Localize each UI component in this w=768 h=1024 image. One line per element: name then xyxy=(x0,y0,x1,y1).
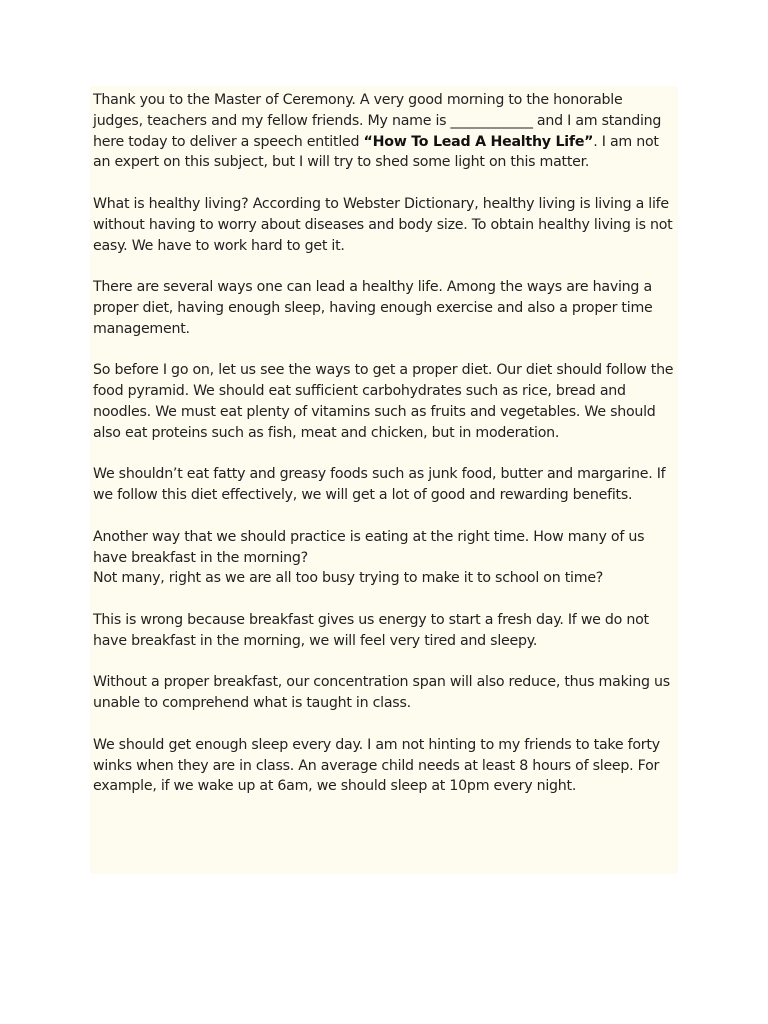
intro-text-after-title: . I am not an expert on this subject, but I will try to shed some light on this matter. xyxy=(93,133,659,171)
speech-text-block xyxy=(90,86,678,874)
paragraph-breakfast-energy: This is wrong because breakfast gives us energy to start a fresh day. If we do not have breakfast in the morning, we will feel very tired and sleepy. xyxy=(93,611,649,649)
paragraph-eating-right-time: Another way that we should practice is eating at the right time. How many of us have breakfast in the morning? xyxy=(93,528,645,566)
paragraph-ways-overview: There are several ways one can lead a healthy life. Among the ways are having a proper diet, having enough sleep, having enough exercise and also a proper time management. xyxy=(93,279,653,337)
paragraph-healthy-living-definition: What is healthy living? According to Webster Dictionary, healthy living is living a life without having to worry about diseases and body size. To obtain healthy living is not easy. We have to work hard to get it. xyxy=(93,195,673,254)
speech-title: “How To Lead A Healthy Life” xyxy=(363,133,594,150)
paragraph-too-busy: Not many, right as we are all too busy trying to make it to school on time? xyxy=(93,570,604,587)
paragraph-concentration: Without a proper breakfast, our concentration span will also reduce, thus making us unable to comprehend what is taught in class. xyxy=(93,674,670,712)
paragraph-enough-sleep: We should get enough sleep every day. I am not hinting to my friends to take forty winks when they are in class. An average child needs at least 8 hours of sleep. For example, if we wake up at 6am, we should sleep at 10pm every night. xyxy=(93,736,660,795)
intro-text-before-title: Thank you to the Master of Ceremony. A very good morning to the honorable judges, teachers and my fellow friends. My name is ____________ and I am standing here today to deliver a speech entitled xyxy=(93,92,662,150)
intro-paragraph xyxy=(93,90,674,173)
paragraph-proper-diet: So before I go on, let us see the ways to get a proper diet. Our diet should follow the food pyramid. We should eat sufficient carbohydrates such as rice, bread and noodles. We must eat plenty of vitamins such as fruits and vegetables. We should also eat proteins such as fish, meat and chicken, but in moderation. xyxy=(93,362,674,441)
paragraph-avoid-fatty-foods: We shouldn’t eat fatty and greasy foods such as junk food, butter and margarine. If we follow this diet effectively, we will get a lot of good and rewarding benefits. xyxy=(93,466,666,504)
